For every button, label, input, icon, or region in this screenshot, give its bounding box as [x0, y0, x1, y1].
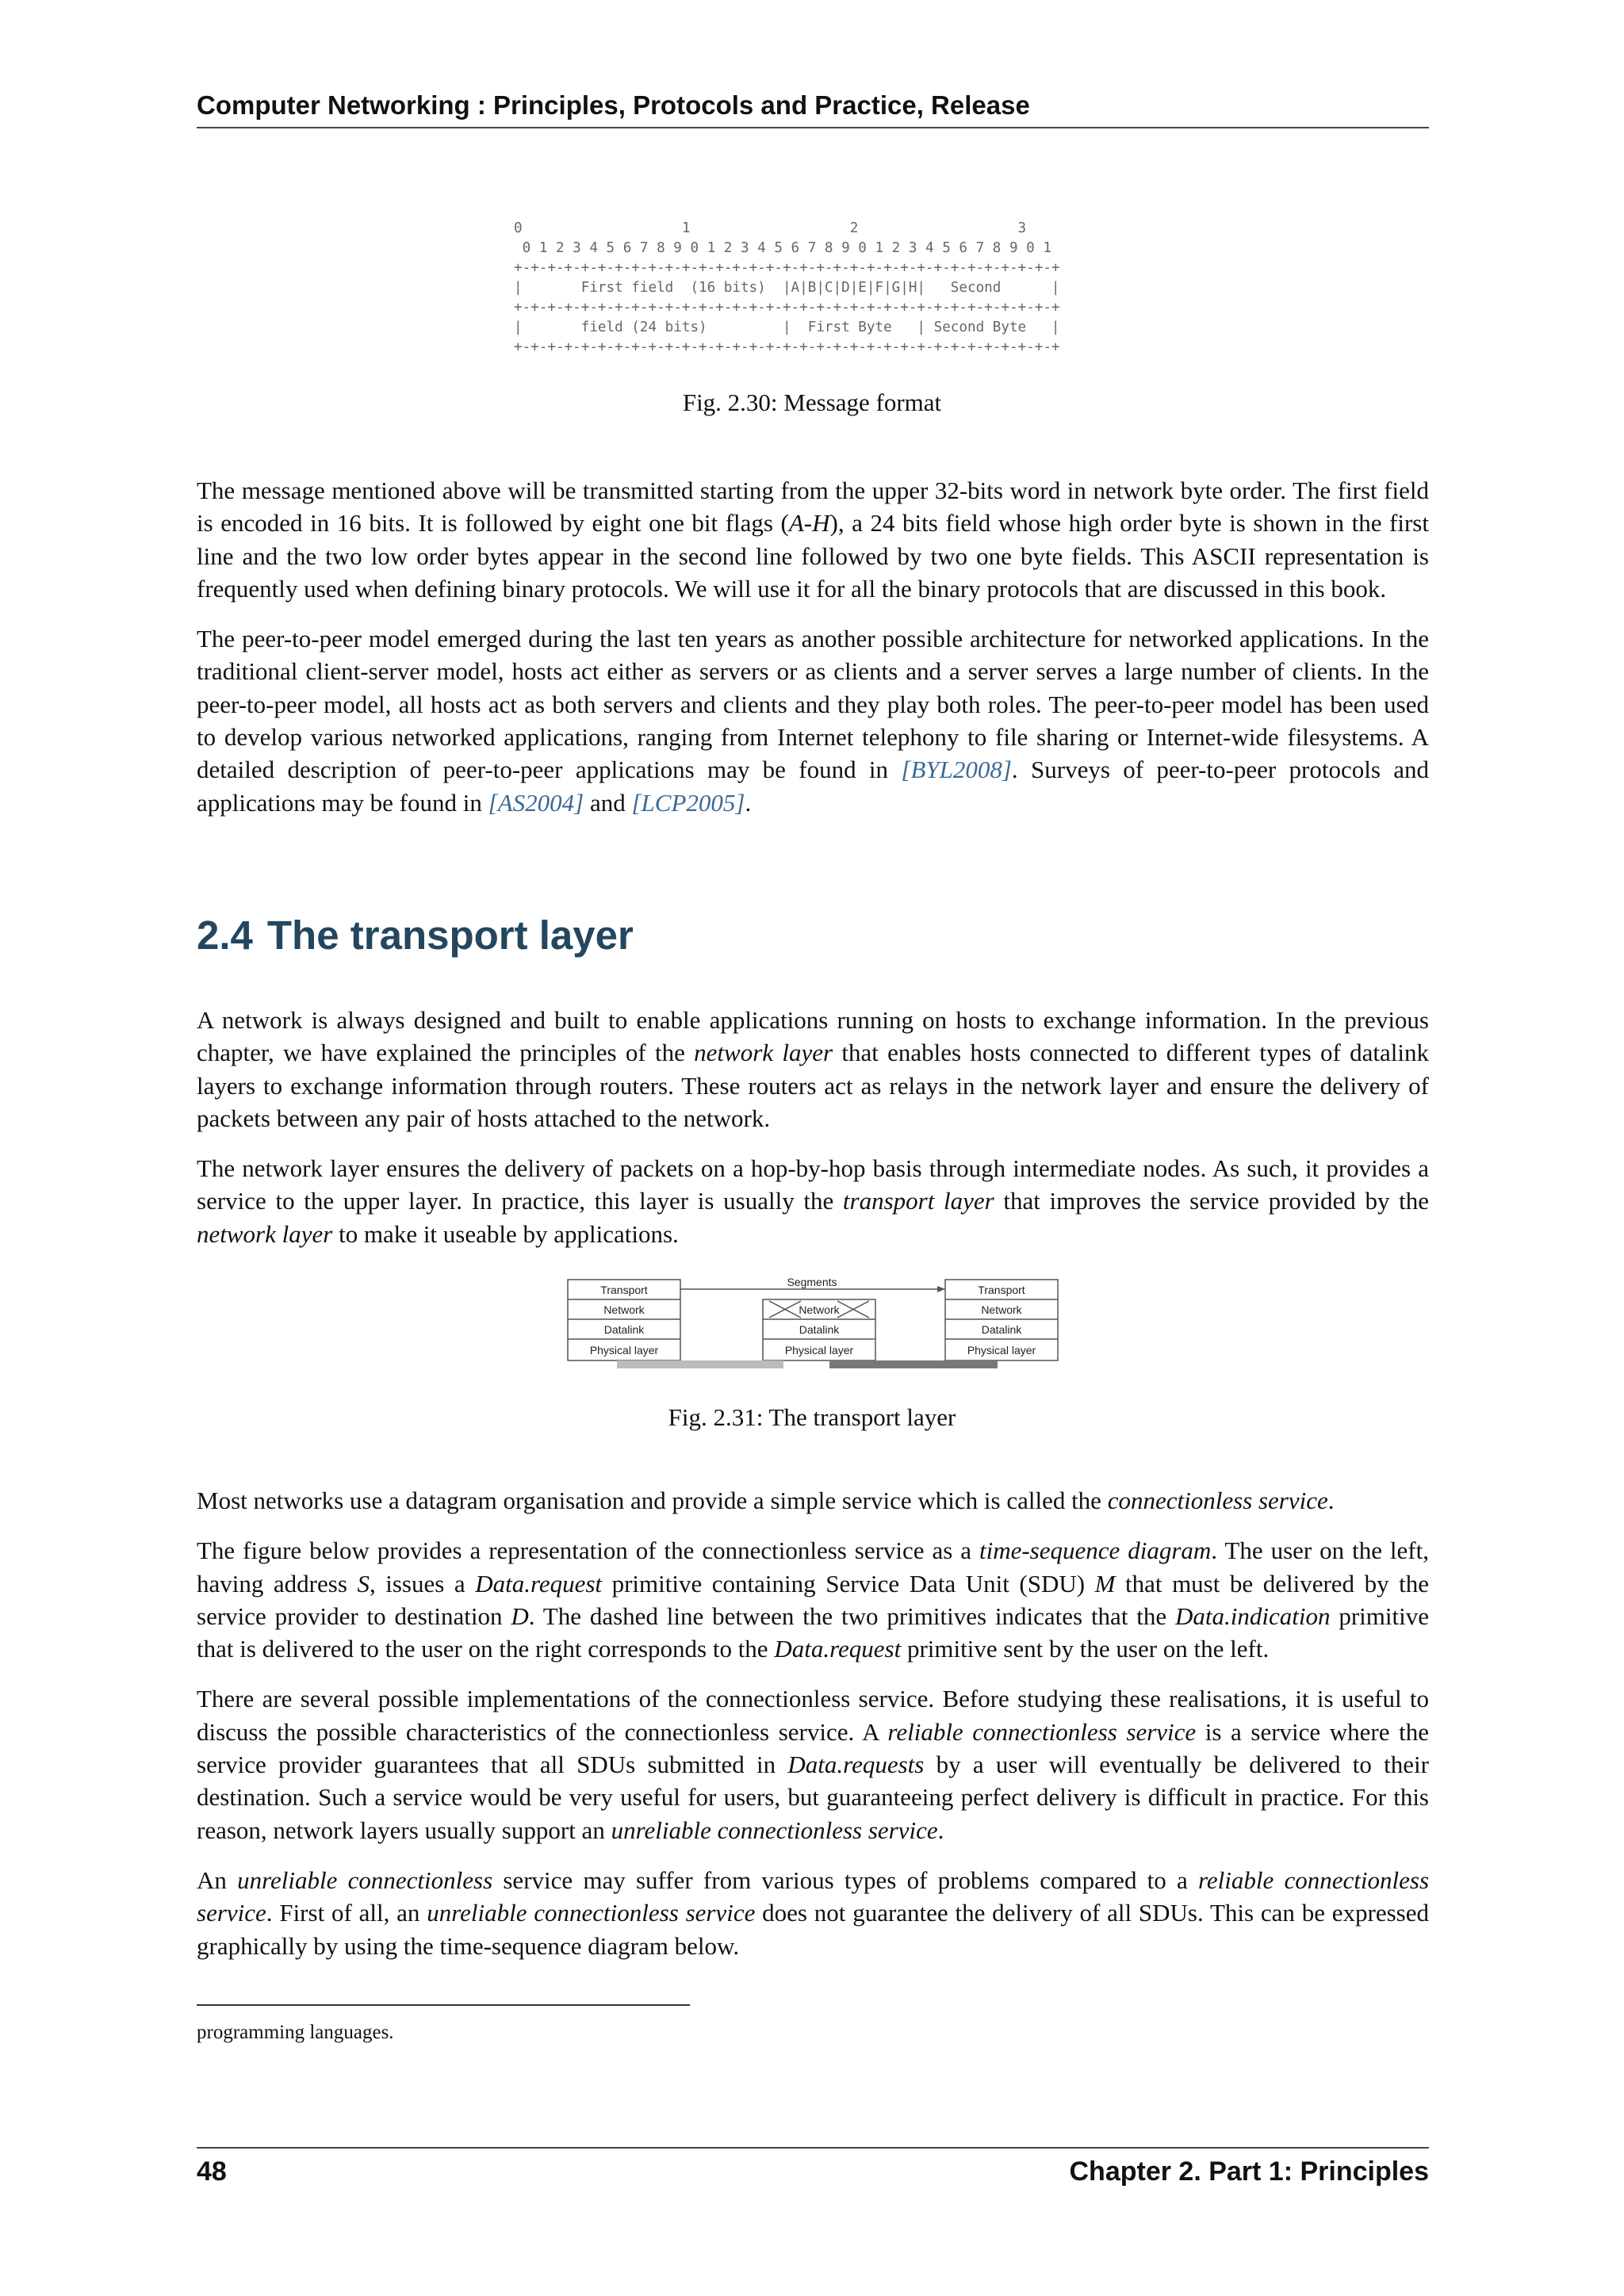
body-text-bottom: [197, 1484, 1429, 1980]
link-left: [617, 1360, 783, 1368]
right-stack-layer: Transport: [978, 1284, 1025, 1296]
body-text-middle: [197, 1004, 1429, 1268]
section-number: 2.4: [197, 913, 253, 958]
transport-layer-figure: [563, 1275, 1063, 1370]
segments-label: Segments: [787, 1276, 837, 1288]
right-stack-layer: Physical layer: [967, 1344, 1036, 1357]
body-text-top: [197, 474, 1429, 836]
citation-byl2008[interactable]: [BYL2008]: [901, 756, 1012, 784]
paragraph-time-sequence: The figure below provides a representation of the connectionless service as a time-sequence diagram. The user on the left, having address S, issues a Data.request primitive containing Service Data Unit (SDU) M that must be delivered by the service provider to destination D. The dashed line between the two primitives indicates that the Data.indication primitive that is delivered to the user on the right corresponds to the Data.request primitive sent by the user on the left.: [197, 1536, 1430, 1663]
message-format-figure: 0 1 2 3 0 1 2 3 4 5 6 7 8 9 0 1 2 3 4 5 6 7 8 9 0 1 2 3 4 5 6 7 8 9 0 1 +-+-+-+-+-+-+-+-+-+-+-+-+-+-+-+-+-+-+-+-+-+-+-+-+-+-+-+-+-+-+-+-+ | First field (16 bits) |A|B|C|D|E|F|G|H| Second | +-+-+-+-+-+-+-+-+-+-+-+-+-+-+-+-+-+-+-+-+-+-+-+-+-+-+-+-+-+-+-+-+ | field (24 bits) | First Byte | Second Byte | +-+-+-+-+-+-+-+-+-+-+-+-+-+-+-+-+-+-+-+-+-+-+-+-+-+-+-+-+-+-+-+-+: [514, 220, 1060, 355]
chapter-footer: Chapter 2. Part 1: Principles: [1069, 2156, 1429, 2187]
figure-caption-2-31: Fig. 2.31: The transport layer: [668, 1403, 956, 1431]
left-stack-layer: Network: [603, 1303, 645, 1316]
right-stack-layer: Datalink: [981, 1323, 1022, 1336]
footnote: programming languages.: [197, 2022, 394, 2043]
footnote-rule: [197, 2004, 690, 2006]
footer-rule: [197, 2147, 1429, 2149]
paragraph-implementations: There are several possible implementations of the connectionless service. Before studying these realisations, it is useful to discuss the possible characteristics of the connectionless service. A reliable connectionless service is a service where the service provider guarantees that all SDUs submitted in Data.requests by a user will eventually be delivered to their destination. Such a service would be very useful for users, but guaranteeing perfect delivery is difficult in practice. For this reason, network layers usually support an unreliable connectionless service.: [197, 1685, 1429, 1844]
section-heading: [197, 912, 634, 959]
section-title: The transport layer: [266, 913, 634, 958]
paragraph-datagram: Most networks use a datagram organisation and provide a simple service which is called the connectionless service.: [197, 1487, 1335, 1514]
segments-arrowhead: [937, 1286, 945, 1292]
figure-caption-2-30: Fig. 2.30: Message format: [682, 388, 942, 416]
left-stack-layer: Physical layer: [589, 1344, 659, 1357]
link-right: [829, 1360, 998, 1368]
header-rule: [197, 127, 1429, 128]
citation-as2004[interactable]: [AS2004]: [488, 788, 584, 817]
page-number: 48: [197, 2156, 227, 2187]
paragraph-network-design: A network is always designed and built to enable applications running on hosts to exchange information. In the previous chapter, we have explained the principles of the network layer that enables hosts connected to different types of datalink layers to exchange information through routers. These routers act as relays in the network layer and ensure the delivery of packets between any pair of hosts attached to the network.: [197, 1006, 1429, 1132]
paragraph-peer-to-peer: The peer-to-peer model emerged during the last ten years as another possible architecture for networked applications. In the traditional client-server model, hosts act either as servers or as clients and a server serves a large number of clients. In the peer-to-peer model, all hosts act as both servers and clients and they play both roles. The peer-to-peer model has been used to develop various networked applications, ranging from Internet telephony to file sharing or Internet-wide filesystems. A detailed description of peer-to-peer applications may be found in [BYL2008]. Surveys of peer-to-peer protocols and applications may be found in [AS2004] and [LCP2005].: [197, 625, 1429, 817]
middle-stack-layer: Network: [799, 1303, 840, 1316]
middle-stack-layer: Datalink: [799, 1323, 840, 1336]
left-stack-layer: Transport: [600, 1284, 648, 1296]
right-stack-layer: Network: [981, 1303, 1022, 1316]
paragraph-network-layer: The network layer ensures the delivery of packets on a hop-by-hop basis through intermediate nodes. As such, it provides a service to the upper layer. In practice, this layer is usually the transport layer that improves the service provided by the network layer to make it useable by applications.: [197, 1154, 1430, 1248]
middle-stack-layer: Physical layer: [784, 1344, 854, 1357]
paragraph-message-format: The message mentioned above will be transmitted starting from the upper 32-bits word in network byte order. The first field is encoded in 16 bits. It is followed by eight one bit flags (A-H), a 24 bits field whose high order byte is shown in the first line and the two low order bytes appear in the second line followed by two one byte fields. This ASCII representation is frequently used when defining binary protocols. We will use it for all the binary protocols that are discussed in this book.: [197, 476, 1429, 603]
paragraph-unreliable: An unreliable connectionless service may suffer from various types of problems compared to a reliable connectionless service. First of all, an unreliable connectionless service does not guarantee the delivery of all SDUs. This can be expressed graphically by using the time-sequence diagram below.: [197, 1866, 1430, 1960]
running-header: Computer Networking : Principles, Protocols and Practice, Release: [197, 90, 1030, 120]
citation-lcp2005[interactable]: [LCP2005]: [631, 788, 745, 817]
left-stack-layer: Datalink: [603, 1323, 645, 1336]
